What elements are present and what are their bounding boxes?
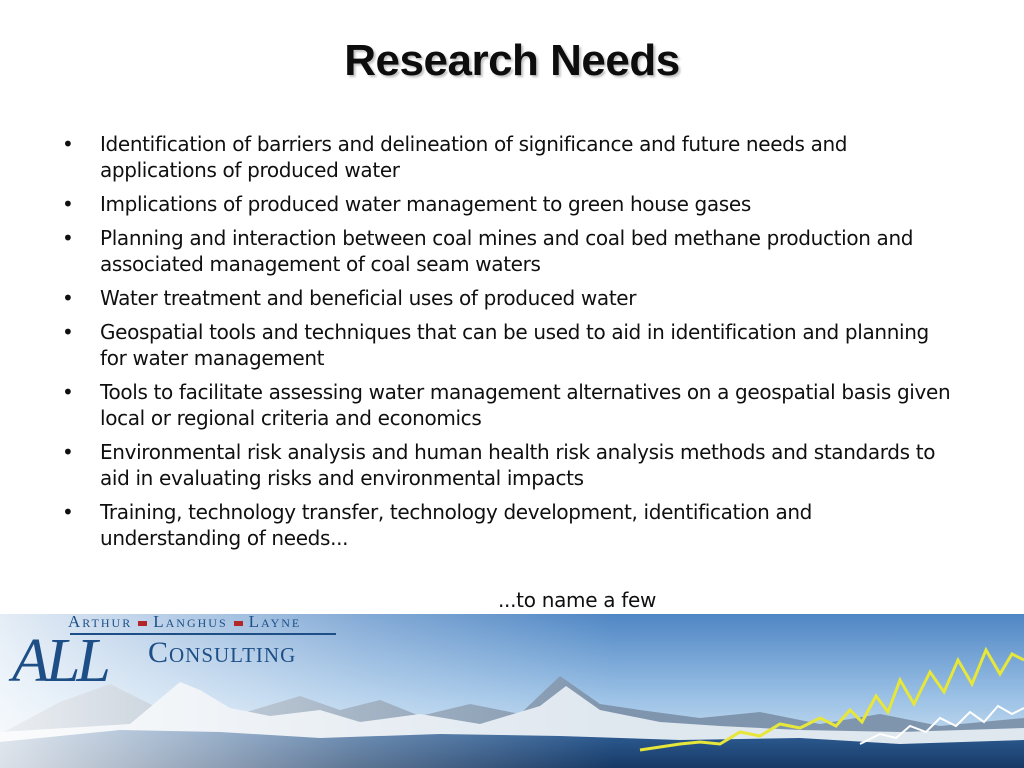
bullet-text: Training, technology transfer, technology development, identification and understanding of needs... xyxy=(100,500,813,550)
bullet-item xyxy=(56,191,956,217)
bullet-item xyxy=(56,285,956,311)
bullet-text: Identification of barriers and delineation of significance and future needs and applications of produced water xyxy=(100,132,848,182)
logo-consulting-word: Consulting xyxy=(148,636,297,669)
bullet-icon: • xyxy=(62,226,74,250)
footnote: ...to name a few xyxy=(498,588,657,612)
bullet-item xyxy=(56,499,956,551)
bullet-list xyxy=(56,131,956,559)
bullet-icon: • xyxy=(62,286,74,310)
bullet-text: Geospatial tools and techniques that can be used to aid in identification and planning for water management xyxy=(100,320,929,370)
slide-title: Research Needs xyxy=(344,36,680,85)
logo-name-langhus: Langhus xyxy=(153,612,228,631)
bullet-item xyxy=(56,225,956,277)
bullet-text: Planning and interaction between coal mines and coal bed methane production and associated management of coal seam waters xyxy=(100,226,914,276)
bullet-item xyxy=(56,379,956,431)
bullet-item xyxy=(56,439,956,491)
logo-rule xyxy=(70,633,336,635)
bullet-text: Tools to facilitate assessing water management alternatives on a geospatial basis given local or regional criteria and economics xyxy=(100,380,951,430)
bullet-icon: • xyxy=(62,132,74,156)
bullet-item xyxy=(56,131,956,183)
logo-acronym: ALL xyxy=(12,627,107,695)
bullet-item xyxy=(56,319,956,371)
bullet-text: Water treatment and beneficial uses of produced water xyxy=(100,286,637,310)
bullet-icon: • xyxy=(62,320,74,344)
bullet-icon: • xyxy=(62,380,74,404)
logo-separator-icon xyxy=(138,621,147,626)
logo-name-layne: Layne xyxy=(248,612,302,631)
bullet-icon: • xyxy=(62,500,74,524)
bullet-text: Implications of produced water management to green house gases xyxy=(100,192,751,216)
bullet-text: Environmental risk analysis and human health risk analysis methods and standards to aid in evaluating risks and environmental impacts xyxy=(100,440,936,490)
logo-name-arthur: Arthur xyxy=(68,612,133,631)
bullet-icon: • xyxy=(62,192,74,216)
logo-separator-icon xyxy=(234,621,243,626)
bullet-icon: • xyxy=(62,440,74,464)
